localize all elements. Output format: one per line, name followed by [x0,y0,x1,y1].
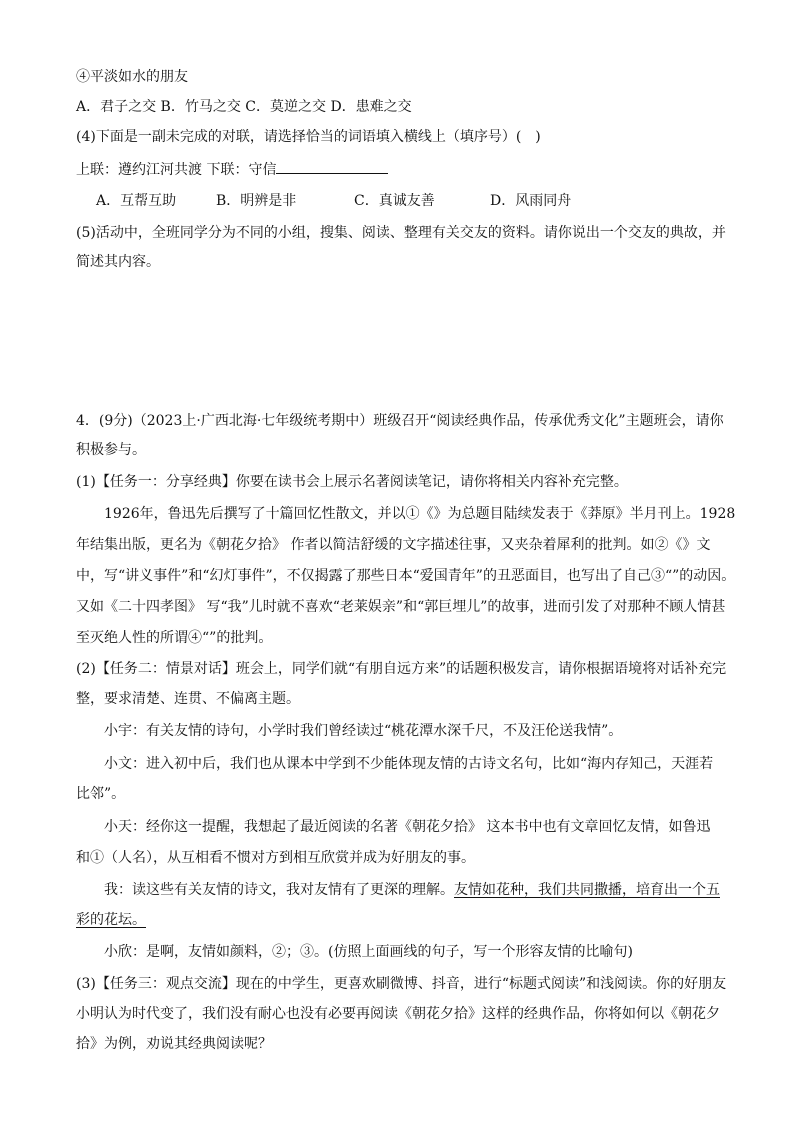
option-item-4: ④平淡如水的朋友 [76,69,188,85]
dialogue-xiaowen-2: 比邻”。 [76,786,126,802]
couplet-blank[interactable] [276,159,388,174]
underlined-sentence-end: 彩的花坛。 [76,912,146,928]
q4-option-a: A．互帮互助 [96,193,177,209]
q4-option-d: D．风雨同舟 [490,193,572,209]
dialogue-xiaoxin: 小欣：是啊，友情如颜料，②；③。(仿照上面画线的句子，写一个形容友情的比喻句) [104,944,633,960]
wo-text: 我：读这些有关友情的诗文，我对友情有了更深的理解。 [104,882,454,898]
dialogue-wo-2 [76,910,146,930]
task1-paragraph-line: 年结集出版，更名为《朝花夕拾》 作者以简洁舒缓的文字描述往事，又夹杂着犀利的批判。如②《》文 [76,537,711,553]
task1-paragraph-line: 至灭绝人性的所谓④“”的批判。 [76,630,273,646]
task3-line: 小明认为时代变了，我们没有耐心也没有必要再阅读《朝花夕拾》这样的经典作品，你将如何以《朝花夕 [76,1006,720,1022]
question4-header-2: 积极参与。 [76,442,146,458]
couplet-text: 上联：遵约江河共渡 下联：守信 [76,162,277,178]
task1-paragraph-line: 又如《二十四孝图》 写“我”儿时就不喜欢“老莱娱亲”和“郭巨埋儿”的故事，进而引发了对那种不顾人情甚 [76,599,726,615]
q4-option-c: C．真诚友善 [354,193,435,209]
task2-title-2: 整，要求清楚、连贯、不偏离主题。 [76,691,300,707]
dialogue-xiaotian-1: 小天：经你这一提醒，我想起了最近阅读的名著《朝花夕拾》 这本书中也有文章回忆友情，如鲁迅 [104,819,711,835]
task3-line: 拾》为例，劝说其经典阅读呢？ [76,1036,272,1052]
dialogue-xiaotian-2: 和①（人名），从互相看不惯对方到相互欣赏并成为好朋友的事。 [76,850,475,866]
q4-option-b: B．明辨是非 [216,193,297,209]
task1-title: (1)【任务一：分享经典】你要在读书会上展示名著阅读笔记，请你将相关内容补充完整。 [76,474,628,490]
underlined-sentence: 友情如花种，我们共同撒播，培育出一个五 [454,882,720,898]
dialogue-wo-1 [104,880,720,900]
dialogue-xiaoyu: 小宇：有关友情的诗句，小学时我们曾经读过“桃花潭水深千尺，不及汪伦送我情”。 [104,723,623,739]
q4-options [96,191,571,211]
q5-line-1: (5)活动中，全班同学分为不同的小组，搜集、阅读、整理有关交友的资料。请你说出一个交友的典故，并 [76,225,726,241]
task2-title-1: (2)【任务二：情景对话】班会上，同学们就“有朋自远方来”的话题积极发言，请你根据语境将对话补充完 [76,661,727,677]
q5-line-2: 简述其内容。 [76,254,160,270]
task1-paragraph-line: 1926年，鲁迅先后撰写了十篇回忆性散文，并以①《》为总题目陆续发表于《莽原》半月刊上。1928 [104,506,736,522]
dialogue-xiaowen-1: 小文：进入初中后，我们也从课本中学到不少能体现友情的古诗文名句，比如“海内存知己，天涯若 [104,756,714,772]
q3-options: A．君子之交 B．竹马之交 C．莫逆之交 D．患难之交 [76,99,412,115]
task1-paragraph-line: 中，写“讲义事件”和“幻灯事件”，不仅揭露了那些日本“爱国青年”的丑恶面目，也写出了自己③“”的动因。 [76,568,736,584]
q4-couplet [76,159,388,180]
task3-line: (3)【任务三：观点交流】现在的中学生，更喜欢刷微博、抖音，进行“标题式阅读”和浅阅读。你的好朋友 [76,976,727,992]
question4-header-1: 4．(9分)（2023上·广西北海·七年级统考期中）班级召开“阅读经典作品，传承优秀文化”主题班会，请你 [76,413,724,429]
q4-title: (4)下面是一副未完成的对联，请选择恰当的词语填入横线上（填序号）( ) [76,129,541,145]
